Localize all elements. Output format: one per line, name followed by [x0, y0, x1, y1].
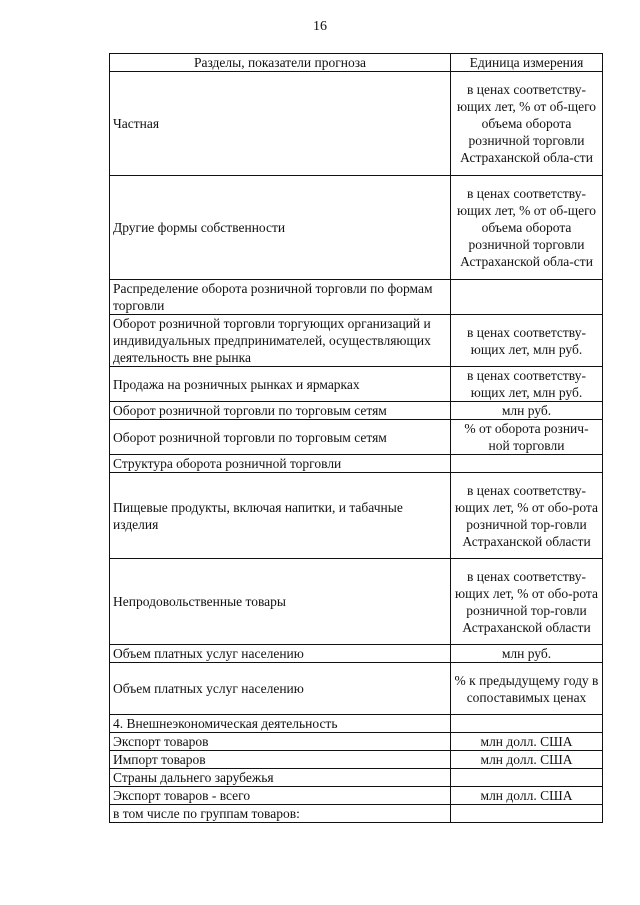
unit-cell: млн долл. США [451, 733, 603, 751]
table-row [110, 645, 603, 663]
indicator-cell: Объем платных услуг населению [110, 663, 451, 715]
indicator-cell: Непродовольственные товары [110, 559, 451, 645]
table-row [110, 787, 603, 805]
indicator-cell: Импорт товаров [110, 751, 451, 769]
unit-cell: млн руб. [451, 645, 603, 663]
unit-cell: % от оборота рознич-ной торговли [451, 420, 603, 455]
indicator-cell: Пищевые продукты, включая напитки, и табачные изделия [110, 473, 451, 559]
unit-cell [451, 805, 603, 823]
unit-cell: в ценах соответству-ющих лет, млн руб. [451, 367, 603, 402]
unit-cell: в ценах соответству-ющих лет, % от об-щего объема оборота розничной торговли Астраханской обла-сти [451, 176, 603, 280]
unit-cell [451, 769, 603, 787]
indicator-cell: в том числе по группам товаров: [110, 805, 451, 823]
table-row [110, 455, 603, 473]
table-row [110, 402, 603, 420]
indicator-cell: Экспорт товаров - всего [110, 787, 451, 805]
unit-cell: в ценах соответству-ющих лет, % от обо-рота розничной тор-говли Астраханской области [451, 473, 603, 559]
column-header-sections: Разделы, показатели прогноза [110, 54, 451, 72]
table-row [110, 663, 603, 715]
unit-cell: в ценах соответству-ющих лет, % от обо-рота розничной тор-говли Астраханской области [451, 559, 603, 645]
table-row [110, 176, 603, 280]
indicator-cell: Экспорт товаров [110, 733, 451, 751]
indicator-cell: 4. Внешнеэкономическая деятельность [110, 715, 451, 733]
unit-cell: в ценах соответству-ющих лет, % от об-щего объема оборота розничной торговли Астраханской обла-сти [451, 72, 603, 176]
table-row [110, 805, 603, 823]
table-row [110, 751, 603, 769]
table-row [110, 280, 603, 315]
unit-cell: млн долл. США [451, 751, 603, 769]
table-row [110, 769, 603, 787]
unit-cell [451, 280, 603, 315]
indicator-cell: Частная [110, 72, 451, 176]
indicator-cell: Объем платных услуг населению [110, 645, 451, 663]
unit-cell [451, 715, 603, 733]
table-header-row [110, 54, 603, 72]
indicator-cell: Другие формы собственности [110, 176, 451, 280]
table-row [110, 72, 603, 176]
table-row [110, 367, 603, 402]
indicator-cell: Оборот розничной торговли по торговым сетям [110, 402, 451, 420]
table-row [110, 559, 603, 645]
table-row [110, 473, 603, 559]
table-row [110, 733, 603, 751]
indicator-cell: Страны дальнего зарубежья [110, 769, 451, 787]
unit-cell [451, 455, 603, 473]
table-row [110, 420, 603, 455]
forecast-table [109, 53, 603, 823]
indicator-cell: Структура оборота розничной торговли [110, 455, 451, 473]
indicator-cell: Оборот розничной торговли торгующих организаций и индивидуальных предпринимателей, осуществляющих деятельность вне рынка [110, 315, 451, 367]
table-row [110, 315, 603, 367]
unit-cell: млн руб. [451, 402, 603, 420]
indicator-cell: Продажа на розничных рынках и ярмарках [110, 367, 451, 402]
table-row [110, 715, 603, 733]
indicator-cell: Оборот розничной торговли по торговым сетям [110, 420, 451, 455]
column-header-unit: Единица измерения [451, 54, 603, 72]
unit-cell: в ценах соответству-ющих лет, млн руб. [451, 315, 603, 367]
indicator-cell: Распределение оборота розничной торговли по формам торговли [110, 280, 451, 315]
unit-cell: % к предыдущему году в сопоставимых ценах [451, 663, 603, 715]
page-number: 16 [313, 19, 327, 34]
unit-cell: млн долл. США [451, 787, 603, 805]
